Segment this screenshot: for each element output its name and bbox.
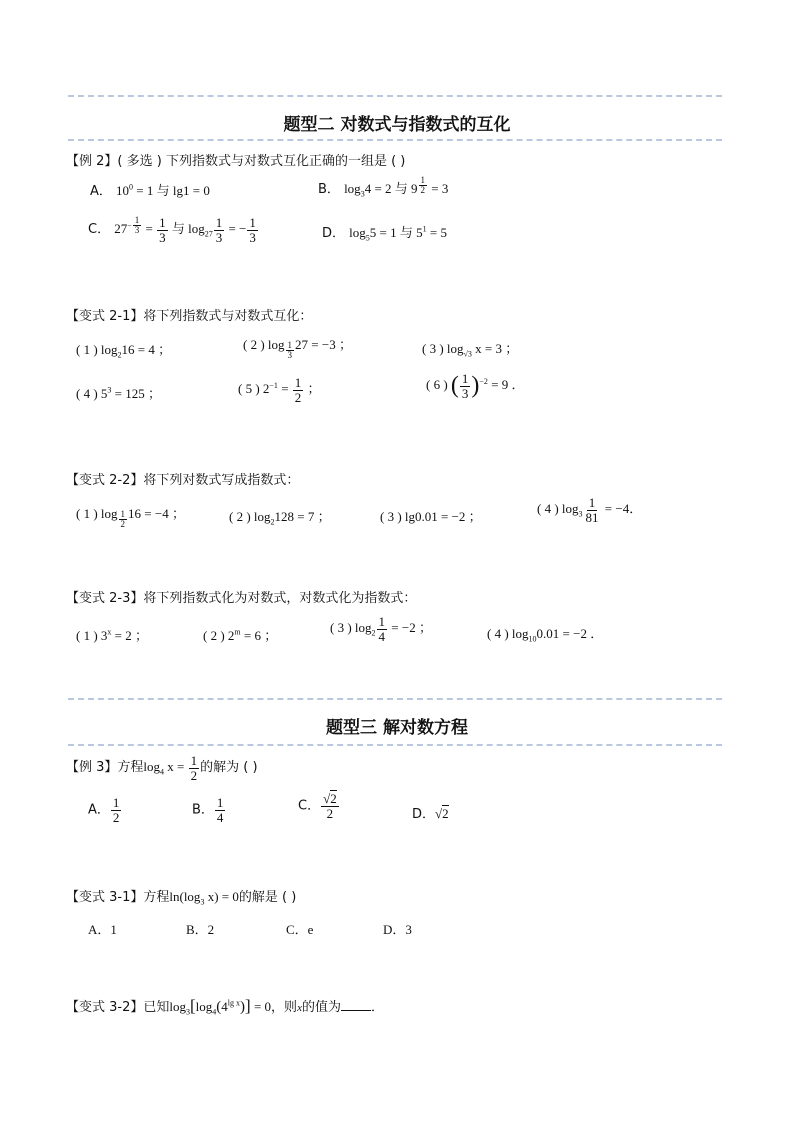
example-3-question: 【例 3】方程$\log_4 x$ = $\frac{1}{2}$ 的解为 ( ) (66, 753, 258, 783)
variant-2-1-item-3: ( 3 ) $\log_{√3} x = 3$ ； (422, 341, 519, 359)
section-title-3: 题型三 解对数方程 (326, 718, 468, 738)
variant-2-3-item-3: ( 3 ) $\log_2$ $\frac{1}{4}$ = −2 ； (330, 614, 432, 644)
variant-2-3-item-4: ( 4 ) $\log_{10}0.01 = -2$ ． (487, 626, 604, 644)
variant-2-1-item-4: ( 4 ) $5^3 = 125$ ； (76, 385, 162, 401)
example-2-option-b: B． $\log_34 = 2$ 与 9 $^{\frac{1}{2}}$ = 3 (318, 175, 449, 199)
variant-3-2-question: 【变式 3-2】已知$\log_3[\log_4(4^{lg x})] = 0$，则x的值为 ． (66, 996, 384, 1017)
example-2-question: 【例 2】( 多选 ) 下列指数式与对数式互化正确的一组是 ( ) (66, 154, 406, 169)
variant-2-2-item-3: ( 3 ) lg0.01 = −2 ； (380, 509, 482, 524)
variant-3-1-option-d: D．3 (383, 922, 412, 937)
example-2-option-c: C． $27^{- \frac{1}{3}}$ = $\frac{1}{3}$ 与 $\log_{27}$ $\frac{1}{3}$ = − $\frac{1}{3}$ (88, 216, 259, 244)
variant-2-1-item-1: ( 1 ) $\log_216 = 4$ ； (76, 342, 172, 360)
variant-3-1-equation: $\ln(\log_3$ x) = 0 (169, 889, 239, 907)
option-d-formula: $\log_55 = 1$ 与 $5^1 = 5$ (349, 224, 447, 243)
option-a-formula: $10^0 = 1$ 与 lg1 = 0 (116, 182, 210, 198)
example-3-option-c: C． $\frac{√2}{2}$ (298, 791, 337, 821)
variant-2-1-item-5: ( 5 ) $2^{-1}$ = $\frac{1}{2}$ ； (238, 375, 321, 405)
example-3-option-b: B． $\frac{1}{4}$ (192, 795, 224, 825)
variant-2-1-item-2: ( 2 ) log $_{\frac{1}{3}}$ 27 = −3 ； (243, 337, 352, 361)
variant-2-2-item-1: ( 1 ) log $_{\frac{1}{2}}$ 16 = −4 ； (76, 506, 185, 530)
variant-2-3-instruction: 【变式 2-3】将下列指数式化为对数式，对数式化为指数式： (66, 591, 417, 606)
example-3-option-d: D．√2 (412, 806, 449, 822)
section-divider-top (68, 95, 722, 97)
section-title-2: 题型二 对数式与指数式的互化 (283, 115, 511, 135)
variant-2-3-item-1: ( 1 ) $3^x = 2$ ； (76, 627, 149, 643)
variant-2-2-item-2: ( 2 ) $\log_2128 = 7$ ； (229, 509, 331, 527)
section-divider-top (68, 698, 722, 700)
variant-3-1-option-a: A．1 (88, 922, 117, 937)
variant-2-1-instruction: 【变式 2-1】将下列指数式与对数式互化： (66, 309, 313, 324)
option-a-value: $\frac{1}{2}$ (112, 795, 120, 825)
option-c-value: $\frac{√2}{2}$ (323, 791, 337, 821)
section-divider-bottom (68, 139, 722, 141)
option-d-value: √2 (435, 806, 449, 821)
variant-3-1-question: 【变式 3-1】方程$\ln(\log_3$ x) = 0的解是 ( ) (66, 889, 297, 907)
example-2-option-d: D． $\log_55 = 1$ 与 $5^1 = 5$ (322, 224, 447, 243)
option-c-formula: $27^{- \frac{1}{3}}$ = $\frac{1}{3}$ 与 $\log_{27}$ $\frac{1}{3}$ = − $\frac{1}{3}$ (114, 215, 256, 245)
example-3-equation: $\log_4 x$ = $\frac{1}{2}$ (143, 753, 198, 783)
variant-2-2-item-4: ( 4 ) $\log_3$ $\frac{1}{81}$ = −4． (537, 495, 643, 525)
option-b-value: $\frac{1}{4}$ (216, 795, 224, 825)
variant-3-1-option-b: B．2 (186, 922, 215, 937)
option-b-formula: $\log_34 = 2$ 与 9 $^{\frac{1}{2}}$ = 3 (344, 175, 449, 199)
variant-3-2-equation: $\log_3[\log_4(4^{lg x})] = 0$ (169, 996, 272, 1017)
example-2-option-a: A． $10^0 = 1$ 与 lg1 = 0 (90, 182, 210, 199)
answer-blank[interactable] (341, 998, 371, 1011)
variant-2-3-item-2: ( 2 ) $2^m = 6$ ； (203, 627, 278, 643)
section-divider-bottom (68, 744, 722, 746)
variant-3-1-option-c: C．e (286, 922, 314, 937)
variant-2-1-item-6: ( 6 ) ( $\frac{1}{3}$ )$^{-2}$ = 9 ． (426, 371, 525, 401)
example-3-option-a: A． $\frac{1}{2}$ (88, 795, 120, 825)
variant-2-2-instruction: 【变式 2-2】将下列对数式写成指数式： (66, 473, 300, 488)
